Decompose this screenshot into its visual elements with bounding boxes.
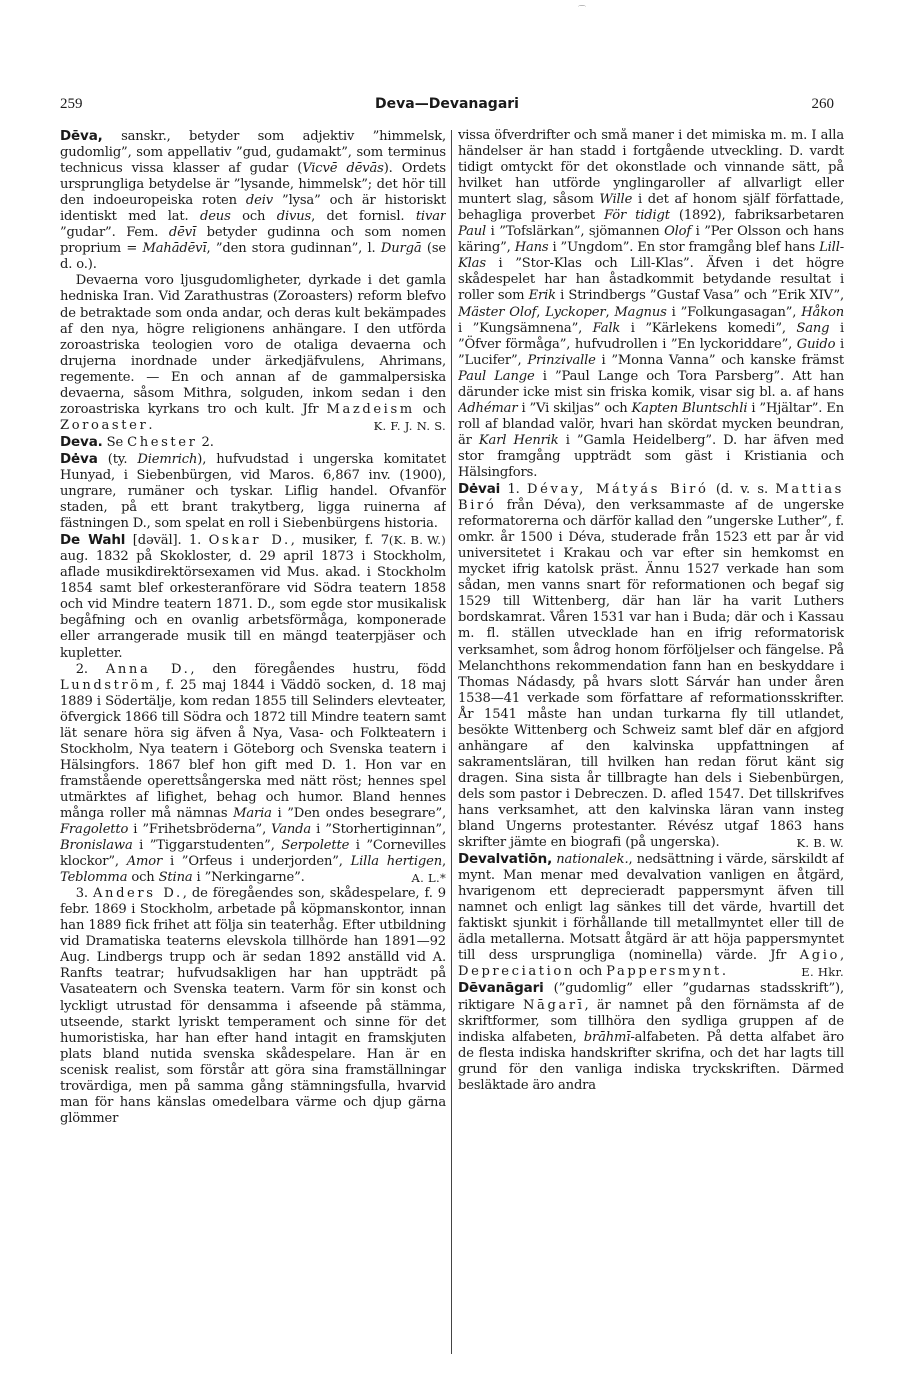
- left-column: [60, 128, 446, 1358]
- column-divider: [451, 130, 452, 1354]
- cross-reference: Mazdeism: [326, 401, 415, 417]
- cross-reference: Depreciation: [458, 964, 575, 980]
- page-number-left: 259: [60, 96, 83, 112]
- cross-reference: Chester: [127, 434, 198, 450]
- headword: Dėvai: [458, 481, 501, 498]
- cross-reference: Agio: [799, 948, 840, 964]
- entry-deva-sanskrit: Dēva, sanskr., betyder som adjektiv ”himmelsk, gudomlig”, som appellativ ”gud, gudamakt”, som terminus technicus vissa klasser af gudar (Vicvē dēvās). Ordets ursprungliga betydelse är ”lysande, himmelsk”; det hör till den indoeuropeiska roten deiv ”lysa” och är historiskt identiskt med lat. deus och divus, det fornisl. tivar ”gudar”. Fem. dēvī betyder gudinna och som nomen proprium = Mahādēvī, ”den stora gudinnan”, l. Durgā (se d. o.).: [60, 128, 446, 273]
- author-signature: E. Hkr.: [801, 965, 844, 980]
- author-signature: A. L.*: [411, 871, 446, 886]
- entry-continuation: vissa öfverdrifter och små maner i det mimiska m. m. I alla händelser är han stadd i fortgående utveckling. D. vardt tidigt omtyckt för det okonstlade och vinnande sätt, på hvilket han utförde ynglingaroller af allvarligt eller muntert slag, såsom Wille i det af honom själf författade, behagliga proverbet För tidigt (1892), fabriksarbetaren Paul i ”Tofslärkan”, sjömannen Olof i ”Per Olsson och hans käring”, Hans i ”Ungdom”. En stor framgång blef hans Lill-Klas i ”Stor-Klas och Lill-Klas”. Äfven i det högre skådespelet har han åstadkommit betydande resultat i roller som Erik i Strindbergs ”Gustaf Vasa” och ”Erik XIV”, Mäster Olof, Lyckoper, Magnus i ”Folkungasagan”, Håkon i ”Kungsämnena”, Falk i ”Kärlekens komedi”, Sang i ”Öfver förmåga”, hufvudrollen i ”En lyckoriddare”, Guido i ”Lucifer”, Prinzivalle i ”Monna Vanna” och kanske främst Paul Lange i ”Paul Lange och Tora Parsberg”. Att han därunder icke mist sin friska komik, visar sig bl. a. af hans Adhémar i ”Vi skiljas” och Kapten Bluntschli i ”Hjältar”. En roll af blandad valör, hvari han skördat mycken beundran, är Karl Henrik i ”Gamla Heidelberg”. D. har äfven med stor framgång uppträdt som gäst i Kristiania och Hälsingfors.: [458, 128, 844, 480]
- headword: Deva.: [60, 433, 103, 450]
- author-signature: K. B. W.: [796, 836, 844, 851]
- entry-de-wahl: De Wahl [dəväl]. 1. Oskar D., musiker, f. 7 aug. 1832 på Skokloster, d. 29 april 1873 i Stockholm, aflade musikdirektörsexamen vid Mus. akad. i Stockholm 1854 samt blef orkesteranförare vid Södra teatern 1858 och vid Mindre teatern 1871. D., som egde stor musikalisk begåfning och en ovanlig arbetsförmåga, komponerade eller arrangerade musik till en mängd teaterpjäser och kupletter.: [60, 532, 446, 661]
- page-number-right: 260: [811, 96, 834, 112]
- cross-reference: Pappersmynt: [606, 964, 722, 980]
- headword: De Wahl: [60, 532, 126, 549]
- entry-devalvation: Devalvatiōn, nationalek., nedsättning i värde, särskildt af mynt. Man menar med devalvation vanligen en åtgärd, hvarigenom ett deprecieradt pappersmynt äfven till namnet och enligt lag sänkes till det värde, hvartill det faktiskt sjunkit i förhållande till metallmyntet eller till de ädla metallerna. Motsatt åtgärd är att höja pappersmyntet till dess ursprungliga (nominella) värde. Jfr Agio, Depreciation och Pappersmynt. E. Hkr.: [458, 851, 844, 980]
- author-signature: (K. B. W.): [388, 533, 446, 548]
- scan-mark: ⌒: [578, 5, 586, 14]
- running-title: Deva—Devanagari: [375, 96, 519, 112]
- entry-devai: Dėvai 1. Dévay, Mátyás Biró (d. v. s. Mattias Biró från Déva), den verksammaste af de ungerske reformatorerna och därför kallad den ”ungerske Luther”, f. omkr. år 1500 i Déva, studerade från 1523 ett par år vid universitetet i Krakau och var efter sin hemkomst en mycket ifrig katolsk präst. Ännu 1527 verkade han som sådan, men vanns snart för reformationen och begaf sig 1529 till Wittenberg, där han lär ha varit Luthers bordskamrat. Våren 1531 var han i Buda; där och i Kassau m. fl. ställen utvecklade han en ifrig reformatorisk verksamhet, som ådrog honom förföljelser och fängelse. På Melanchthons rekommendation fann han en beskyddare i Thomas Nádasdy, på hvars slott Sárvár han under åren 1538—41 verkade som författare af reformationsskrifter. År 1541 måste han undan turkarna fly till utlandet, besökte Wittenberg och Schweiz samt blef där en afgjord anhängare af den kalvinska uppfattningen af sakramentsläran, till hvilken han redan förut känt sig dragen. Sina sista år tillbragte han dels i Siebenbürgen, dels som pastor i Debreczen. D. afled 1547. Det tillskrifves hans verksamhet, att den kalvinska läran vann insteg bland Ungerns protestanter. Révész utgaf 1863 hans skrifter jämte en biografi (på ungerska). K. B. W.: [458, 481, 844, 851]
- entry-devanagari: Dēvanāgari (”gudomlig” eller ”gudarnas stadsskrift”), riktigare Nāgarī, är namnet på den förnämsta af de skriftformer, som tillhöra den sydliga gruppen af de indiska alfabeten, brāhmī-alfabeten. På detta alfabet äro de flesta indiska handskrifter skrifna, och det har lagts till grund för den vanliga indiska tryckskriften. Därmed besläktade äro andra: [458, 980, 844, 1093]
- cross-reference: Zoroaster: [60, 417, 149, 433]
- author-signature: K. F. J. N. S.: [373, 418, 446, 433]
- entry-deva-town: Dėva (ty. Diemrich), hufvudstad i ungerska komitatet Hunyad, i Siebenbürgen, vid Maros. 6,867 inv. (1900), ungrare, rumäner och tyskar. Liflig handel. Ofvanför staden, på ett brant trakytberg, ligga ruinerna af fästningen D., som spelat en roll i Siebenbürgens historia. (K. B. W.): [60, 450, 446, 548]
- entry-paragraph: Devaerna voro ljusgudomligheter, dyrkade i det gamla hedniska Iran. Vid Zarathustras (Zoroasters) reform blefvo de betraktade som onda andar, och deras kult bekämpades af den nya, högre religionens anhängare. I den utförda zoroastriska teologien voro de otaliga devaerna och drujerna inordnade under ärkedjäfvulens, Ahrimans, regemente. — En och annan af de gammalpersiska devaerna, såsom Mithra, solguden, inkom sedan i den zoroastriska kyrkans tro och kult. Jfr Mazdeism och Zoroaster. K. F. J. N. S.: [60, 273, 446, 433]
- page-header: [60, 96, 834, 118]
- entry-paragraph: 2. Anna D., den föregåendes hustru, född Lundström, f. 25 maj 1844 i Väddö socken, d. 18 maj 1889 i Södertälje, kom redan 1855 till Selinders elevteater, öfvergick 1866 till Södra och 1872 till Mindre teatern samt lät senare höra sig äfven å Nya, Vasa- och Folkteatern i Stockholm, Nya teatern i Göteborg och Svenska teatern i Hälsingfors. 1867 blef hon gift med D. 1. Hon var en framstående operettsångerska med nätt röst; hennes spel utmärktes af lifighet, behag och humor. Bland hennes många roller må nämnas Maria i ”Den ondes besegrare”, Fragoletto i ”Frihetsbröderna”, Vanda i ”Storhertiginnan”, Bronislawa i ”Tiggarstudenten”, Serpolette i ”Cornevilles klockor”, Amor i ”Orfeus i underjorden”, Lilla hertigen, Teblomma och Stina i ”Nerkingarne”. A. L.*: [60, 661, 446, 886]
- headword: Dėva: [60, 450, 98, 467]
- headword: Devalvatiōn,: [458, 851, 553, 868]
- headword: Dēvanāgari: [458, 980, 544, 997]
- entry-deva-see: Deva. Se Chester 2.: [60, 433, 214, 450]
- headword: Dēva,: [60, 128, 103, 144]
- entry-paragraph: 3. Anders D., de föregåendes son, skådespelare, f. 9 febr. 1869 i Stockholm, arbetade på köpmanskontor, innan han 1889 fick frihet att följa sin teaterhåg. Efter utbildning vid Dramatiska teaterns elevskola tillhörde han 1891—92 Aug. Lindbergs trupp och är sedan 1892 anställd vid A. Ranfts teatrar; hufvudsakligen har han uppträdt på Vasateatern och Svenska teatern. Varm för sin konst och lyckligt utrustad för densamma i afseende på stämma, utseende, starkt lyriskt temperament och sinne för det humoristiska, har han efter hand intagit en framskjuten plats bland nutida svenska skådespelare. Han är en scenisk realist, som förstår att göra sina framställningar trovärdiga, men på samma gång stämningsfulla, hvarvid man för hans känslas omedelbara värme och djup gärna glömmer: [60, 886, 446, 1126]
- right-column: [458, 128, 844, 1358]
